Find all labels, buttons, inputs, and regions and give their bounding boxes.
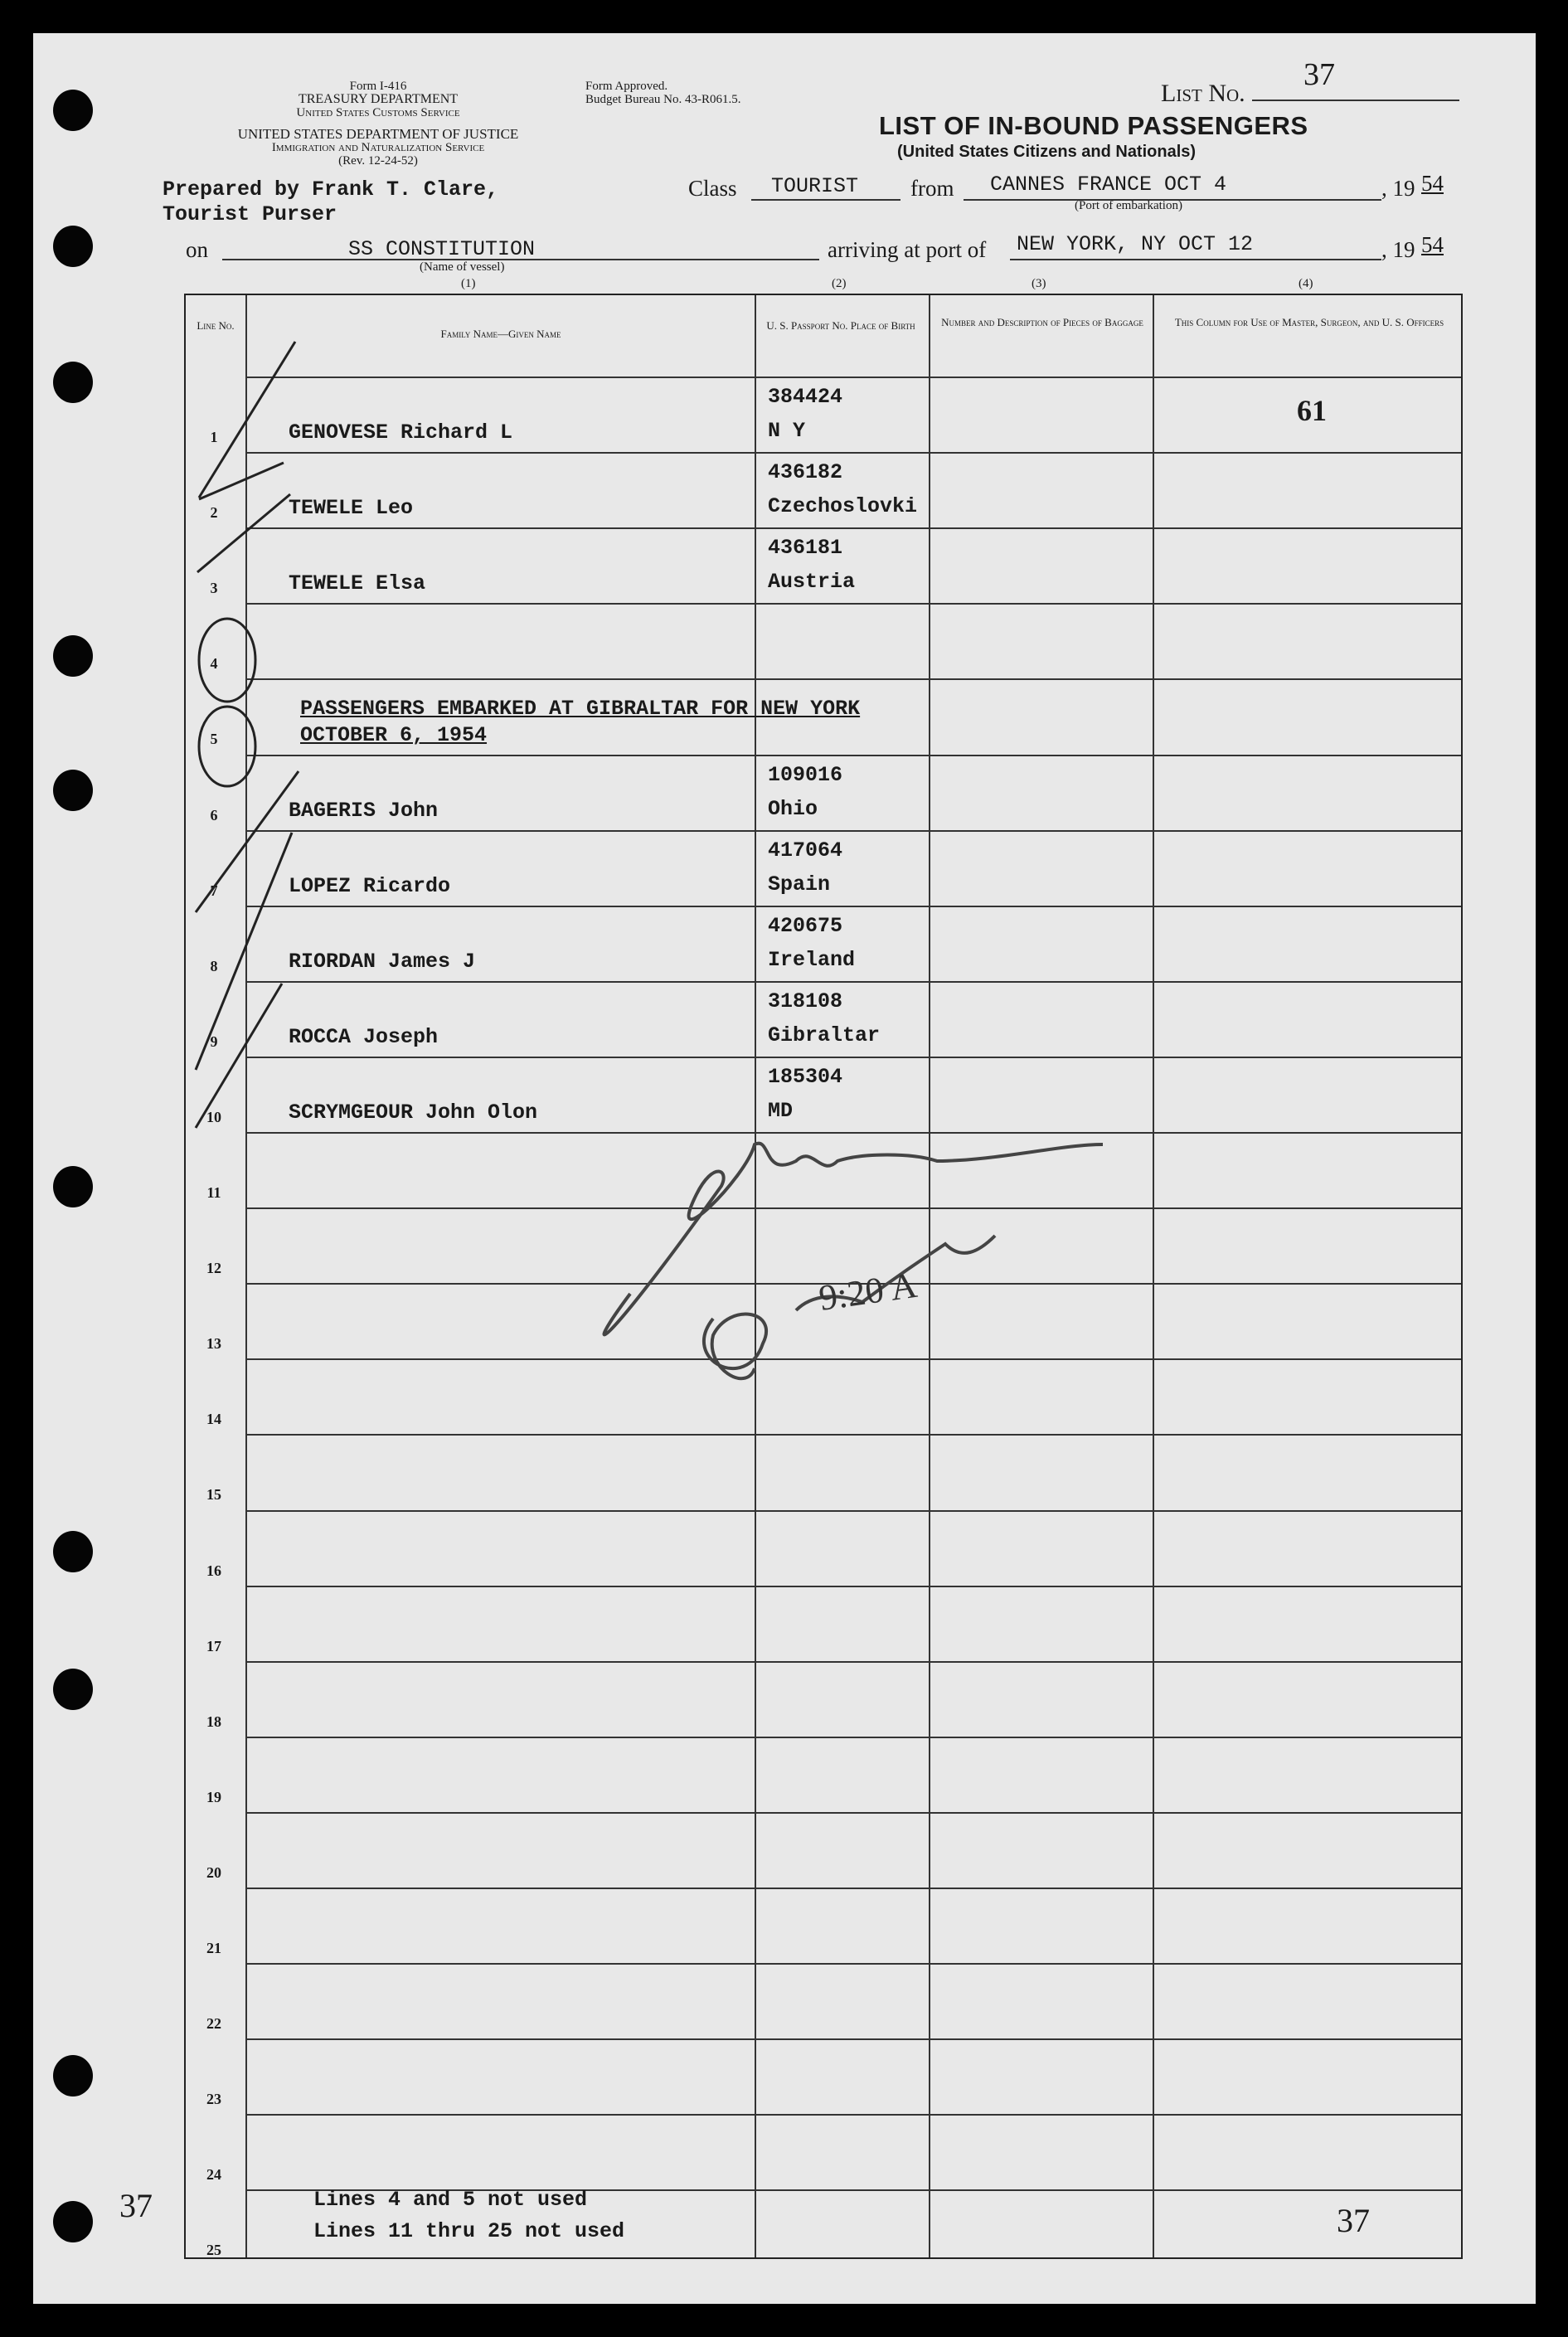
passport-number: 417064 (768, 838, 843, 862)
form-title: LIST OF IN-BOUND PASSENGERS (879, 111, 1308, 140)
passport-number: 436181 (768, 536, 843, 561)
table-row (186, 1057, 1461, 1132)
place-of-birth: Ohio (768, 796, 818, 821)
form-approved: Form Approved. (585, 80, 668, 93)
year-suffix-1: 54 (1421, 171, 1444, 196)
column-header-officers: This Column for Use of Master, Surgeon, and U. S. Officers (1174, 316, 1444, 328)
table-row (186, 906, 1461, 981)
table-row (186, 1661, 1461, 1737)
passport-number: 318108 (768, 989, 843, 1013)
passenger-name: TEWELE Leo (289, 496, 414, 521)
class-value: TOURIST (771, 174, 859, 198)
passport-number: 420675 (768, 913, 843, 938)
line-number: 16 (206, 1562, 221, 1579)
binder-hole (53, 770, 93, 811)
place-of-birth: Czechoslovki (768, 494, 918, 519)
list-no-value: 37 (1303, 57, 1335, 92)
table-row (186, 755, 1461, 830)
budget-bureau: Budget Bureau No. 43-R061.5. (585, 93, 741, 106)
department-of-justice: UNITED STATES DEPARTMENT OF JUSTICE (237, 126, 519, 142)
table-row (186, 1207, 1461, 1283)
column-number-1: (1) (461, 277, 476, 290)
vessel-name: SS CONSTITUTION (348, 237, 536, 261)
column-header-name: Family Name—Given Name (440, 328, 561, 340)
binder-hole (53, 1669, 93, 1710)
line-number: 7 (210, 882, 218, 899)
passport-number: 109016 (768, 762, 843, 787)
table-row (186, 527, 1461, 603)
signature-annotation: 9:20 A (816, 1264, 920, 1319)
column-header-baggage: Number and Description of Pieces of Baggage (941, 316, 1143, 328)
revision-date: (Rev. 12-24-52) (338, 154, 418, 168)
table-row (186, 1963, 1461, 2038)
place-of-birth: Ireland (768, 947, 856, 972)
footer-note-1: Lines 4 and 5 not used (313, 2188, 588, 2212)
row-divider (245, 452, 1461, 454)
form-subtitle: (United States Citizens and Nationals) (897, 143, 1197, 161)
line-number: 9 (210, 1032, 218, 1050)
place-of-birth: Spain (768, 872, 831, 896)
passenger-table (184, 294, 1463, 2259)
year-prefix-2: , 19 (1381, 237, 1415, 262)
year-prefix-1: , 19 (1381, 176, 1415, 201)
passenger-name: TEWELE Elsa (289, 571, 426, 596)
row-divider (245, 1283, 1461, 1285)
table-row (186, 1586, 1461, 1661)
line-number: 5 (210, 731, 218, 748)
arrival-value: NEW YORK, NY OCT 12 (1017, 232, 1254, 256)
line-number: 10 (206, 1108, 221, 1125)
line-number: 3 (210, 580, 218, 597)
form-number: Form I-416 (349, 80, 407, 93)
line-number: 11 (206, 1184, 221, 1202)
place-of-birth: Gibraltar (768, 1023, 881, 1047)
binder-hole (53, 362, 93, 403)
form-approval (585, 80, 740, 106)
row-divider (245, 1812, 1461, 1814)
footer-note-2: Lines 11 thru 25 not used (313, 2219, 625, 2243)
table-row (186, 1132, 1461, 1207)
line-number: 4 (210, 655, 218, 673)
line-number: 19 (206, 1788, 221, 1805)
table-row (186, 1283, 1461, 1358)
footer-left-number: 37 (119, 2187, 153, 2224)
binder-hole (53, 1531, 93, 1572)
row-divider (245, 1737, 1461, 1738)
line-number: 18 (206, 1713, 221, 1730)
purser-title: Tourist Purser (163, 202, 337, 226)
class-underline (751, 199, 901, 201)
row-divider (245, 1358, 1461, 1360)
binder-hole (53, 226, 93, 267)
line-number: 25 (206, 2242, 221, 2259)
embark-value: CANNES FRANCE OCT 4 (990, 172, 1227, 197)
prepared-by: Prepared by Frank T. Clare, (163, 177, 499, 202)
table-row (186, 1434, 1461, 1509)
gibraltar-note-line2: OCTOBER 6, 1954 (300, 723, 488, 747)
row-divider (245, 678, 1461, 680)
embark-caption: (Port of embarkation) (1075, 199, 1182, 212)
row-divider (245, 1057, 1461, 1058)
table-row (186, 2038, 1461, 2114)
place-of-birth: Austria (768, 570, 856, 595)
row-divider (245, 1434, 1461, 1436)
line-number: 2 (210, 504, 218, 522)
list-no-label: List No. (1161, 80, 1245, 107)
table-row (186, 1510, 1461, 1586)
column-number-4: (4) (1299, 277, 1313, 290)
row-divider (245, 2038, 1461, 2040)
line-number: 21 (206, 1940, 221, 1957)
line-number: 13 (206, 1335, 221, 1353)
line-number: 14 (206, 1411, 221, 1428)
row-divider (245, 2114, 1461, 2116)
line-number: 24 (206, 2166, 221, 2184)
passenger-name: BAGERIS John (289, 798, 439, 823)
row-divider (245, 981, 1461, 983)
column-header-line-no: Line No. (197, 319, 235, 332)
line-number: 22 (206, 2015, 221, 2033)
row-divider (245, 1207, 1461, 1209)
line-number: 23 (206, 2091, 221, 2108)
table-row (186, 981, 1461, 1057)
column-number-2: (2) (832, 277, 847, 290)
officer-note: 61 (1297, 394, 1327, 427)
row-divider (245, 1586, 1461, 1587)
arrival-underline (1010, 259, 1381, 260)
customs-service: United States Customs Service (296, 106, 460, 119)
passenger-name: ROCCA Joseph (289, 1024, 439, 1049)
form-agency-block (187, 80, 569, 168)
row-divider (245, 755, 1461, 756)
passport-number: 185304 (768, 1064, 843, 1089)
immigration-service: Immigration and Naturalization Service (271, 141, 485, 154)
row-divider (245, 906, 1461, 907)
row-divider (245, 830, 1461, 832)
line-number: 20 (206, 1863, 221, 1881)
list-no-underline (1252, 100, 1459, 101)
row-divider (245, 1963, 1461, 1965)
passenger-name: SCRYMGEOUR John Olon (289, 1100, 538, 1125)
row-divider (245, 1888, 1461, 1889)
treasury-department: TREASURY DEPARTMENT (298, 92, 459, 106)
class-label: Class (688, 176, 737, 201)
line-number: 6 (210, 806, 218, 824)
passport-number: 384424 (768, 385, 843, 409)
passport-number: 436182 (768, 460, 843, 485)
binder-hole (53, 2201, 93, 2242)
table-row (186, 830, 1461, 906)
row-divider (245, 1661, 1461, 1663)
table-row (186, 1358, 1461, 1434)
gibraltar-note-line1: PASSENGERS EMBARKED AT GIBRALTAR FOR NEW YORK (300, 697, 861, 721)
table-row (186, 1888, 1461, 1963)
line-number: 15 (206, 1486, 221, 1504)
row-divider (245, 1132, 1461, 1134)
row-divider (245, 527, 1461, 529)
table-row (186, 452, 1461, 527)
passenger-name: GENOVESE Richard L (289, 420, 513, 445)
place-of-birth: N Y (768, 419, 806, 444)
year-suffix-2: 54 (1421, 232, 1444, 257)
table-row (186, 377, 1461, 452)
on-label: on (186, 237, 208, 262)
line-number: 1 (210, 429, 218, 446)
column-number-3: (3) (1032, 277, 1046, 290)
table-row (186, 603, 1461, 678)
passenger-name: RIORDAN James J (289, 949, 476, 974)
from-label: from (910, 176, 954, 201)
table-row (186, 1737, 1461, 1812)
footer-right-number: 37 (1337, 2202, 1370, 2239)
arriving-label: arriving at port of (828, 237, 987, 262)
column-header-passport: U. S. Passport No. Place of Birth (766, 319, 915, 332)
row-divider (245, 1510, 1461, 1512)
binder-hole (53, 2055, 93, 2096)
line-number: 8 (210, 957, 218, 974)
binder-hole (53, 635, 93, 677)
table-row (186, 1812, 1461, 1888)
row-divider (245, 603, 1461, 605)
binder-hole (53, 90, 93, 131)
line-number: 12 (206, 1260, 221, 1277)
row-divider (245, 377, 1461, 378)
place-of-birth: MD (768, 1098, 794, 1123)
vessel-caption: (Name of vessel) (420, 260, 505, 274)
table-row (186, 2114, 1461, 2189)
binder-hole (53, 1166, 93, 1207)
passenger-name: LOPEZ Ricardo (289, 873, 451, 898)
line-number: 17 (206, 1637, 221, 1654)
